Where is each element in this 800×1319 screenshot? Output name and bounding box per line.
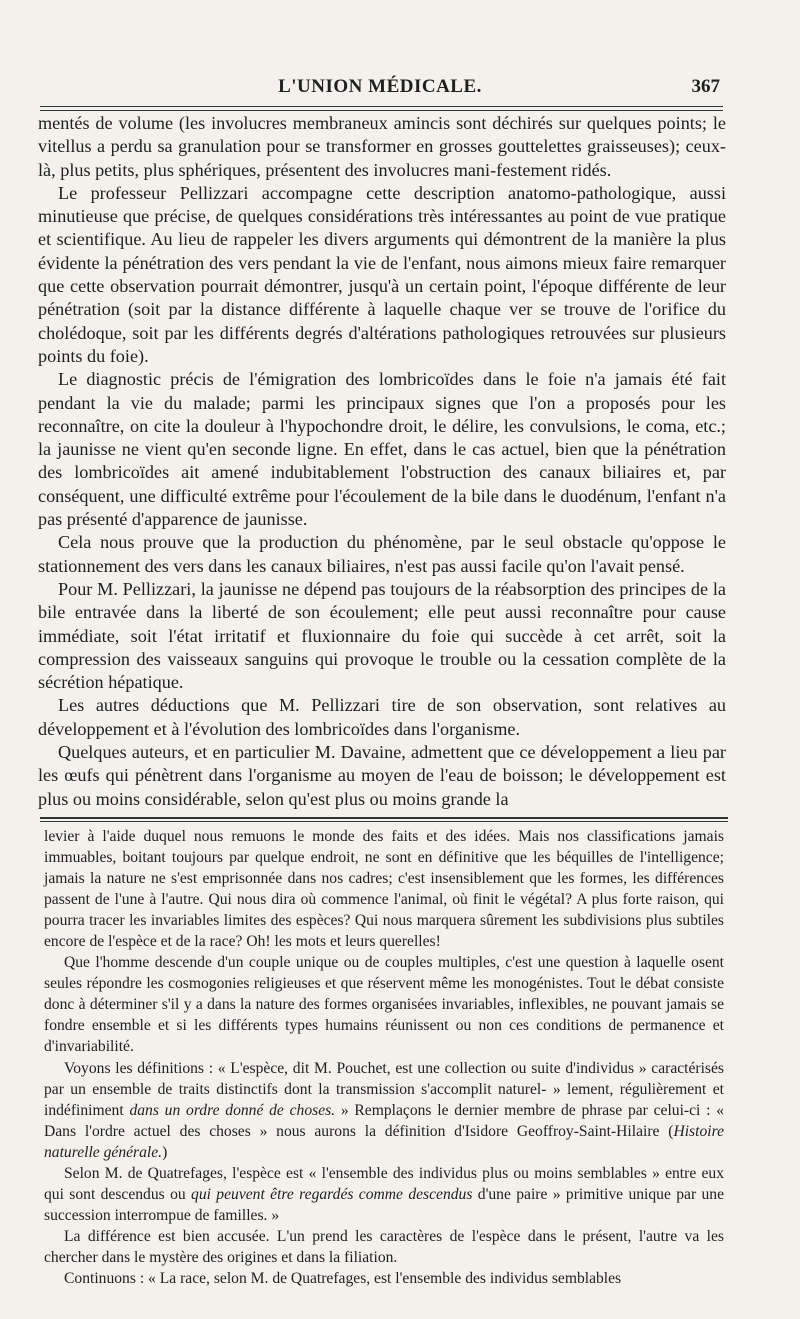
paragraph: Les autres déductions que M. Pellizzari tire de son observation, sont relatives au développement et à l'évolution des lombricoïdes dans l'organisme.	[38, 695, 726, 739]
paragraph: Continuons : « La race, selon M. de Quatrefages, est l'ensemble des individus semblables	[64, 1269, 622, 1287]
paragraph: Que l'homme descende d'un couple unique ou de couples multiples, c'est une question à laquelle osent seules répondre les cosmogonies religieuses et que réservent même les monogénistes. Tout le débat consiste donc à déterminer s'il y a dans la nature des formes organisées invariables, inflexibles, ne pouvant jamais se fondre ensemble et si les différents types humains réunissent ou non ces conditions de permanence et d'invariabilité.	[44, 954, 724, 1056]
italic-run: Histoire naturelle générale.	[44, 1122, 724, 1161]
paragraph: Pour M. Pellizzari, la jaunisse ne dépend pas toujours de la réabsorption des principes de la bile entravée dans la liberté de son écoulement; elle peut aussi reconnaître pour cause immédiate, soit l'état irritatif et fluxionnaire du foie qui succède à cet arrêt, soit la compression des vaisseaux sanguins qui provoque le trouble ou la cessation complète de la sécrétion hépatique.	[38, 578, 726, 693]
paragraph	[44, 1058, 724, 1163]
header-rule	[40, 106, 723, 111]
text-run: » Remplaçons le dernier membre de phrase par celui-ci : « Dans l'ordre actuel des choses » nous aurons la définition d'Isidore Geoffroy-Saint-Hilaire (	[44, 1101, 724, 1140]
page-number: 367	[691, 76, 720, 97]
paragraph: Cela nous prouve que la production du phénomène, par le seul obstacle qu'oppose le stationnement des vers dans les canaux biliaires, n'est pas aussi facile qu'on l'avait pensé.	[38, 532, 726, 576]
paragraph	[44, 1163, 724, 1226]
running-header	[40, 72, 720, 102]
paragraph: Quelques auteurs, et en particulier M. Davaine, admettent que ce développement a lieu par les œufs qui pénètrent dans l'organisme au moyen de l'eau de boisson; le développement est plus ou moins considérable, selon qu'est plus ou moins grande la	[38, 742, 726, 809]
text-run: Voyons les définitions : « L'espèce, dit M. Pouchet, est une collection ou suite d'individus » caractérisés par un ensemble de traits distinctifs dont la transmission s'accomplit naturel- » lement, régulièrement et indéfiniment	[44, 1059, 724, 1119]
section-separator-rule	[40, 817, 728, 822]
italic-run: dans un ordre donné de choses.	[129, 1101, 336, 1119]
paragraph: La différence est bien accusée. L'un prend les caractères de l'espèce dans le présent, l'autre va les chercher dans le mystère des origines et dans la filiation.	[44, 1227, 724, 1266]
paragraph: levier à l'aide duquel nous remuons le monde des faits et des idées. Mais nos classifications jamais immuables, boitant toujours par quelque endroit, ne sont en définitive que les béquilles de l'intelligence; jamais la nature ne s'est emprisonnée dans nos cadres; c'est insensiblement que les formes, les différences passent de l'une à l'autre. Qui nous dira où commence l'animal, où finit le végétal? A plus forte raison, qui pourra tracer les invariables limites des espèces? Qui nous marquera sûrement les subdivisions plus subtiles encore de l'espèce et de la race? Oh! les mots et leurs querelles!	[44, 828, 724, 951]
article-text	[38, 112, 726, 811]
feuilleton-text	[44, 826, 724, 1289]
paragraph: Le diagnostic précis de l'émigration des lombricoïdes dans le foie n'a jamais été fait pendant la vie du malade; parmi les principaux signes que l'on a proposés pour les reconnaître, on cite la douleur à l'hypochondre droit, le délire, les convulsions, le coma, etc.; la jaunisse ne vient qu'en seconde ligne. En effet, dans le cas actuel, bien que la pénétration des lombricoïdes ait amené indubitablement l'obstruction des canaux biliaires et, par conséquent, une difficulté extrême pour l'écoulement de la bile dans le duodénum, l'enfant n'a pas présenté d'apparence de jaunisse.	[38, 369, 726, 530]
text-run: )	[162, 1143, 168, 1161]
text-run: d'une paire » primitive unique par une succession interrompue de familles. »	[44, 1185, 725, 1224]
paragraph: Le professeur Pellizzari accompagne cette description anatomo-pathologique, aussi minutieuse que précise, de quelques considérations très intéressantes au point de vue pratique et scientifique. Au lieu de rappeler les divers arguments qui démontrent de la manière la plus évidente la pénétration des vers pendant la vie de l'enfant, nous aimons mieux faire remarquer que cette observation pourrait démontrer, jusqu'à un certain point, l'époque différente de leur pénétration (soit par la distance différente à laquelle chaque ver se trouve de l'orifice du cholédoque, soit par les différents degrés d'altérations pathologiques retrouvées sur plusieurs points du foie).	[38, 182, 726, 366]
journal-title: L'UNION MÉDICALE.	[278, 76, 482, 97]
italic-run: qui peuvent être regardés comme descendus	[191, 1185, 473, 1203]
text-run: Selon M. de Quatrefages, l'espèce est « l'ensemble des individus plus ou moins semblables » entre eux qui sont descendus ou	[44, 1164, 724, 1203]
paragraph: mentés de volume (les involucres membraneux amincis sont déchirés sur quelques points; le vitellus a perdu sa granulation pour se transformer en grosses gouttelettes graisseuses); ceux-là, plus petits, plus sphériques, présentent des involucres mani-festement ridés.	[38, 113, 726, 180]
